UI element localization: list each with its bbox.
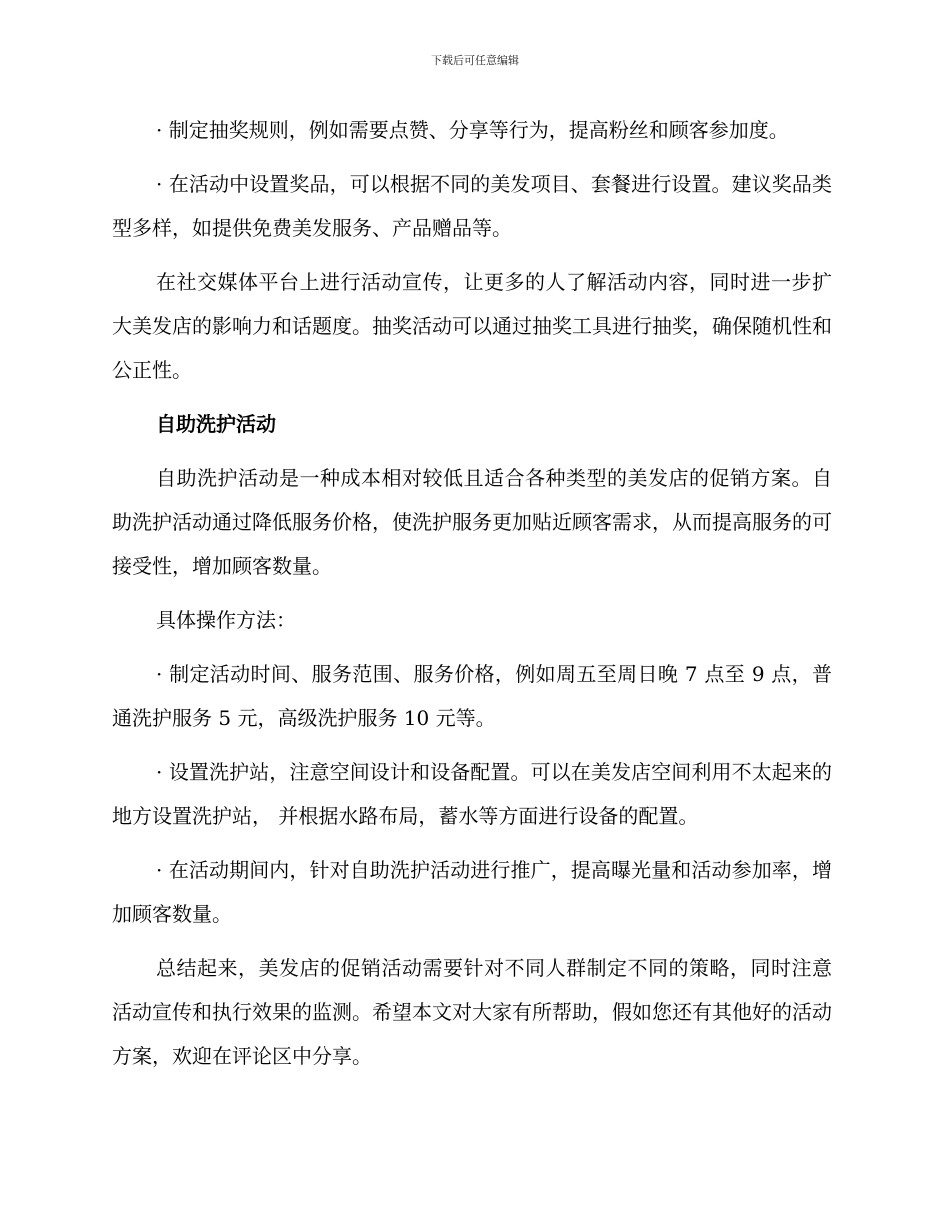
page-header: 下载后可任意编辑: [431, 54, 519, 67]
paragraph-social-promotion: 在社交媒体平台上进行活动宣传，让更多的人了解活动内容，同时进一步扩大美发店的影响力和话题度。抽奖活动可以通过抽奖工具进行抽奖，确保随机性和公正性。: [112, 270, 832, 382]
bullet-promotion: · 在活动期间内，针对自助洗护活动进行推广，提高曝光量和活动参加率，增加顾客数量。: [112, 858, 832, 926]
paragraph-conclusion: 总结起来，美发店的促销活动需要针对不同人群制定不同的策略，同时注意活动宣传和执行效果的监测。希望本文对大家有所帮助，假如您还有其他好的活动方案，欢迎在评论区中分享。: [112, 956, 832, 1068]
paragraph-method-label: 具体操作方法：: [156, 608, 296, 632]
paragraph-self-service-intro: 自助洗护活动是一种成本相对较低且适合各种类型的美发店的促销方案。自助洗护活动通过降低服务价格，使洗护服务更加贴近顾客需求，从而提高服务的可接受性，增加顾客数量。: [112, 466, 832, 578]
bullet-wash-station: · 设置洗护站，注意空间设计和设备配置。可以在美发店空间利用不太起来的地方设置洗护站， 并根据水路布局，蓄水等方面进行设备的配置。: [112, 760, 832, 828]
bullet-time-pricing: · 制定活动时间、服务范围、服务价格，例如周五至周日晚 7 点至 9 点，普通洗护服务 5 元，高级洗护服务 10 元等。: [112, 662, 832, 730]
section-heading: 自助洗护活动: [156, 412, 276, 436]
bullet-lottery-rules: · 制定抽奖规则，例如需要点赞、分享等行为，提高粉丝和顾客参加度。: [156, 118, 789, 142]
bullet-prizes: · 在活动中设置奖品，可以根据不同的美发项目、套餐进行设置。建议奖品类型多样，如提供免费美发服务、产品赠品等。: [112, 172, 832, 240]
document-body: [112, 108, 832, 1088]
